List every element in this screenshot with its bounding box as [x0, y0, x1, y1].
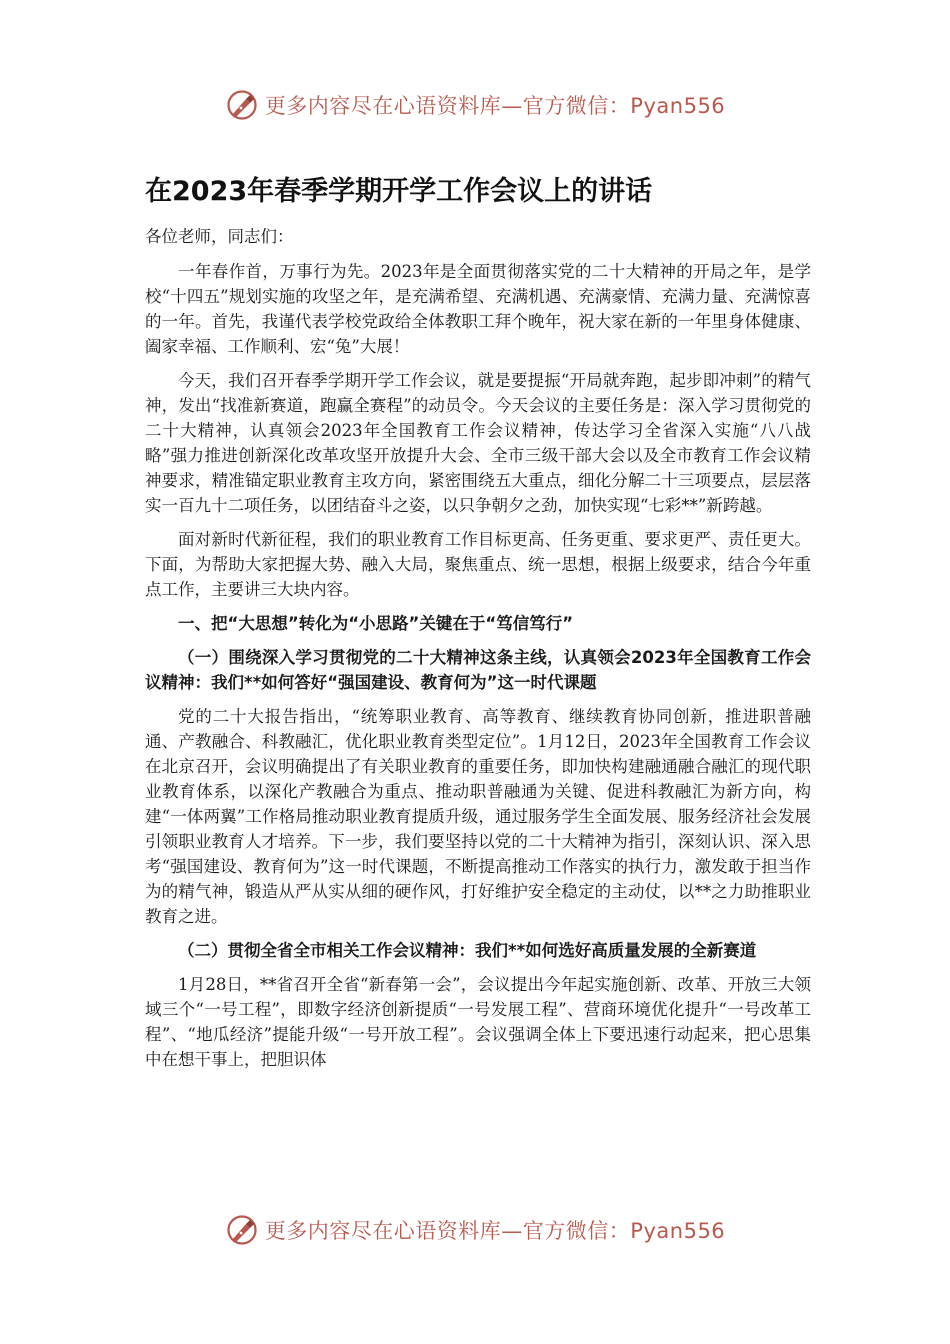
subsection-heading-2: （二）贯彻全省全市相关工作会议精神：我们**如何选好高质量发展的全新赛道 — [178, 941, 757, 960]
watermark-banner-bottom — [0, 1210, 950, 1250]
watermark-banner-top — [0, 85, 950, 125]
document-body — [145, 172, 811, 1081]
salutation: 各位老师，同志们： — [145, 227, 294, 246]
page-title: 在2023年春季学期开学工作会议上的讲话 — [145, 176, 653, 207]
paragraph-opening: 一年春作首，万事行为先。2023年是全面贯彻落实党的二十大精神的开局之年，是学校“十四五”规划实施的攻坚之年，是充满希望、充满机遇、充满豪情、充满力量、充满惊喜的一年。首先，我谨代表学校党政给全体教职工拜个晚年，祝大家在新的一年里身体健康、阖家幸福、工作顺利、宏“兔”大展！ — [145, 262, 811, 356]
pen-nib-icon — [225, 1213, 259, 1247]
paragraph-province-meeting: 1月28日，**省召开全省“新春第一会”，会议提出今年起实施创新、改革、开放三大领域三个“一号工程”，即数字经济创新提质“一号发展工程”、营商环境优化提升“一号改革工程”、“地瓜经济”提能升级“一号开放工程”。会议强调全体上下要迅速行动起来，把心思集中在想干事上，把胆识体 — [145, 975, 811, 1069]
paragraph-twentieth-congress: 党的二十大报告指出，“统筹职业教育、高等教育、继续教育协同创新，推进职普融通、产教融合、科教融汇，优化职业教育类型定位”。1月12日，2023年全国教育工作会议在北京召开，会议明确提出了有关职业教育的重要任务，即加快构建融通融合融汇的现代职业教育体系，以深化产教融合为重点、推动职普融通为关键、促进科教融汇为新方向，构建“一体两翼”工作格局推动职业教育提质升级，通过服务学生全面发展、服务经济社会发展引领职业教育人才培养。下一步，我们要坚持以党的二十大精神为指引，深刻认识、深入思考“强国建设、教育何为”这一时代课题，不断提高推动工作落实的执行力，激发敢于担当作为的精气神，锻造从严从实从细的硬作风，打好维护安全稳定的主动仗，以**之力助推职业教育之进。 — [145, 707, 811, 926]
section-heading-1: 一、把“大思想”转化为“小思路”关键在于“笃信笃行” — [178, 614, 574, 633]
pen-nib-icon — [225, 88, 259, 122]
paragraph-meeting-tasks: 今天，我们召开春季学期开学工作会议，就是要提振“开局就奔跑，起步即冲刺”的精气神，发出“找准新赛道，跑赢全赛程”的动员令。今天会议的主要任务是：深入学习贯彻党的二十大精神，认真领会2023年全国教育工作会议精神，传达学习全省深入实施“八八战略”强力推进创新深化改革攻坚开放提升大会、全市三级干部大会以及全市教育工作会议精神要求，精准锚定职业教育主攻方向，紧密围绕五大重点，细化分解二十三项要点，层层落实一百九十二项任务，以团结奋斗之姿，以只争朝夕之劲，加快实现“七彩**”新跨越。 — [145, 371, 811, 515]
watermark-text: 更多内容尽在心语资料库—官方微信：Pyan556 — [264, 94, 726, 118]
watermark-text: 更多内容尽在心语资料库—官方微信：Pyan556 — [264, 1219, 726, 1243]
subsection-heading-1: （一）围绕深入学习贯彻党的二十大精神这条主线，认真领会2023年全国教育工作会议精神：我们**如何答好“强国建设、教育何为”这一时代课题 — [145, 648, 811, 692]
paragraph-new-era: 面对新时代新征程，我们的职业教育工作目标更高、任务更重、要求更严、责任更大。下面，为帮助大家把握大势、融入大局，聚焦重点、统一思想，根据上级要求，结合今年重点工作，主要讲三大块内容。 — [145, 530, 811, 599]
